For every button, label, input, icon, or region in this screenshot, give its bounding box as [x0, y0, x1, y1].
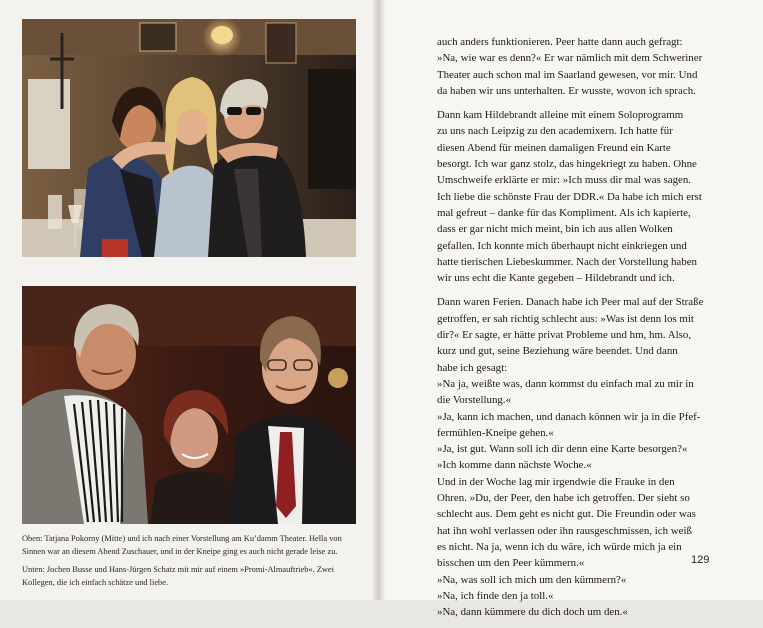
- text-line: es nicht. Na ja, wenn ich du wäre, ich würde mich ja ein: [437, 540, 682, 553]
- text-line: Dann waren Ferien. Danach habe ich Peer mal auf der Straße: [437, 296, 704, 309]
- text-line: hatte tierischen Liebeskummer. Nach der Vorstellung haben: [437, 255, 697, 268]
- text-line: fermühlen-Kneipe gehen.«: [437, 426, 554, 439]
- text-line: »Ich komme dann nächste Woche.«: [437, 459, 592, 472]
- paragraph: [437, 34, 712, 99]
- text-line: »Na, wie war es denn?« Er war nämlich mit dem Schweriner: [437, 52, 703, 65]
- text-line: kurz und gut, seine Beziehung wäre beendet. Und dann: [437, 345, 678, 358]
- text-line: wir uns echt die Kante gegeben – Hildebrandt und ich.: [437, 272, 675, 285]
- text-line: habe ich gesagt:: [437, 361, 508, 374]
- caption-bottom: Unten: Jochen Busse und Hans-Jürgen Schatz mit mir auf einem »Promi-Almauftrieb«. Zwei Kollegen, die ich einfach schätze und liebe.: [22, 565, 334, 587]
- caption-top: Oben: Tatjana Pokorny (Mitte) und ich nach einer Vorstellung am Ku’damm Theater. Hella von Sinnen war an diesem Abend Zuschauer, und in der Kneipe ging es auch nicht gerade leise zu.: [22, 534, 342, 556]
- text-line: diesen Abend für meinen damaligen Freund ein Karte: [437, 141, 671, 154]
- book-gutter: [372, 0, 386, 600]
- text-line: getroffen, er sah richtig schlecht aus: »Was ist denn los mit: [437, 312, 694, 325]
- text-line: dir?« Er sagte, er hätte privat Probleme und hm, hm. Also,: [437, 329, 692, 342]
- photo-bottom-image: [22, 286, 356, 524]
- text-line: da haben wir uns unterhalten. Er wusste, wovon ich sprach.: [437, 84, 696, 97]
- text-line: Umschweife erklärte er mir: »Ich muss dir mal was sagen.: [437, 174, 692, 187]
- text-line: »Na, was soll ich mich um den kümmern?«: [437, 573, 627, 586]
- text-line: besorgt. Ich war ganz stolz, das hingekriegt zu haben. Ohne: [437, 158, 697, 171]
- text-line: Und in der Woche lag mir irgendwie die Frauke in den: [437, 475, 675, 488]
- text-line: Ich liebe die schönste Frau der DDR.« Da habe ich mich erst: [437, 190, 702, 203]
- text-line: Ohren. »Du, der Peer, den habe ich getroffen. Der sieht so: [437, 492, 690, 505]
- text-line: mal gefreut – danke für das Kompliment. Als ich kapierte,: [437, 206, 691, 219]
- paragraph: [437, 107, 712, 286]
- text-line: »Ja, ist gut. Wann soll ich dir denn eine Karte besorgen?«: [437, 443, 688, 456]
- text-line: »Ja, kann ich machen, und danach können wir ja in die Pfef-: [437, 410, 701, 423]
- text-line: zu uns nach Leipzig zu den academixern. Ich hatte für: [437, 125, 673, 138]
- text-line: schlecht aus. Dem geht es nicht gut. Die Freundin oder was: [437, 508, 696, 521]
- paragraph: [437, 294, 712, 620]
- photo-bottom: [22, 286, 356, 524]
- text-line: Theater auch schon mal im Saarland gewesen, vor mir. Und: [437, 68, 698, 81]
- text-line: hat ihn wohl verlassen oder ihn rausgeschmissen, ich weiß: [437, 524, 692, 537]
- text-line: »Na ja, weißte was, dann kommst du einfach mal zu mir in: [437, 377, 694, 390]
- page-number: 129: [691, 554, 710, 566]
- text-line: dass er gar nicht mich meint, bin ich aus allen Wolken: [437, 223, 673, 236]
- text-line: »Na, ich finde den ja toll.«: [437, 589, 554, 602]
- text-line: bisschen um den Peer kümmern.«: [437, 557, 585, 570]
- text-line: auch anders funktionieren. Peer hatte dann auch gefragt:: [437, 36, 683, 48]
- body-text: [437, 34, 712, 628]
- text-line: gefallen. Ich konnte mich überhaupt nicht einkriegen und: [437, 239, 687, 252]
- text-line: Dann kam Hildebrandt alleine mit einem Soloprogramm: [437, 109, 684, 122]
- photo-top-image: [22, 19, 356, 257]
- text-line: »Na, dann kümmere du dich doch um den.«: [437, 606, 628, 619]
- text-line: die Vorstellung.«: [437, 394, 512, 407]
- photo-top: [22, 19, 356, 257]
